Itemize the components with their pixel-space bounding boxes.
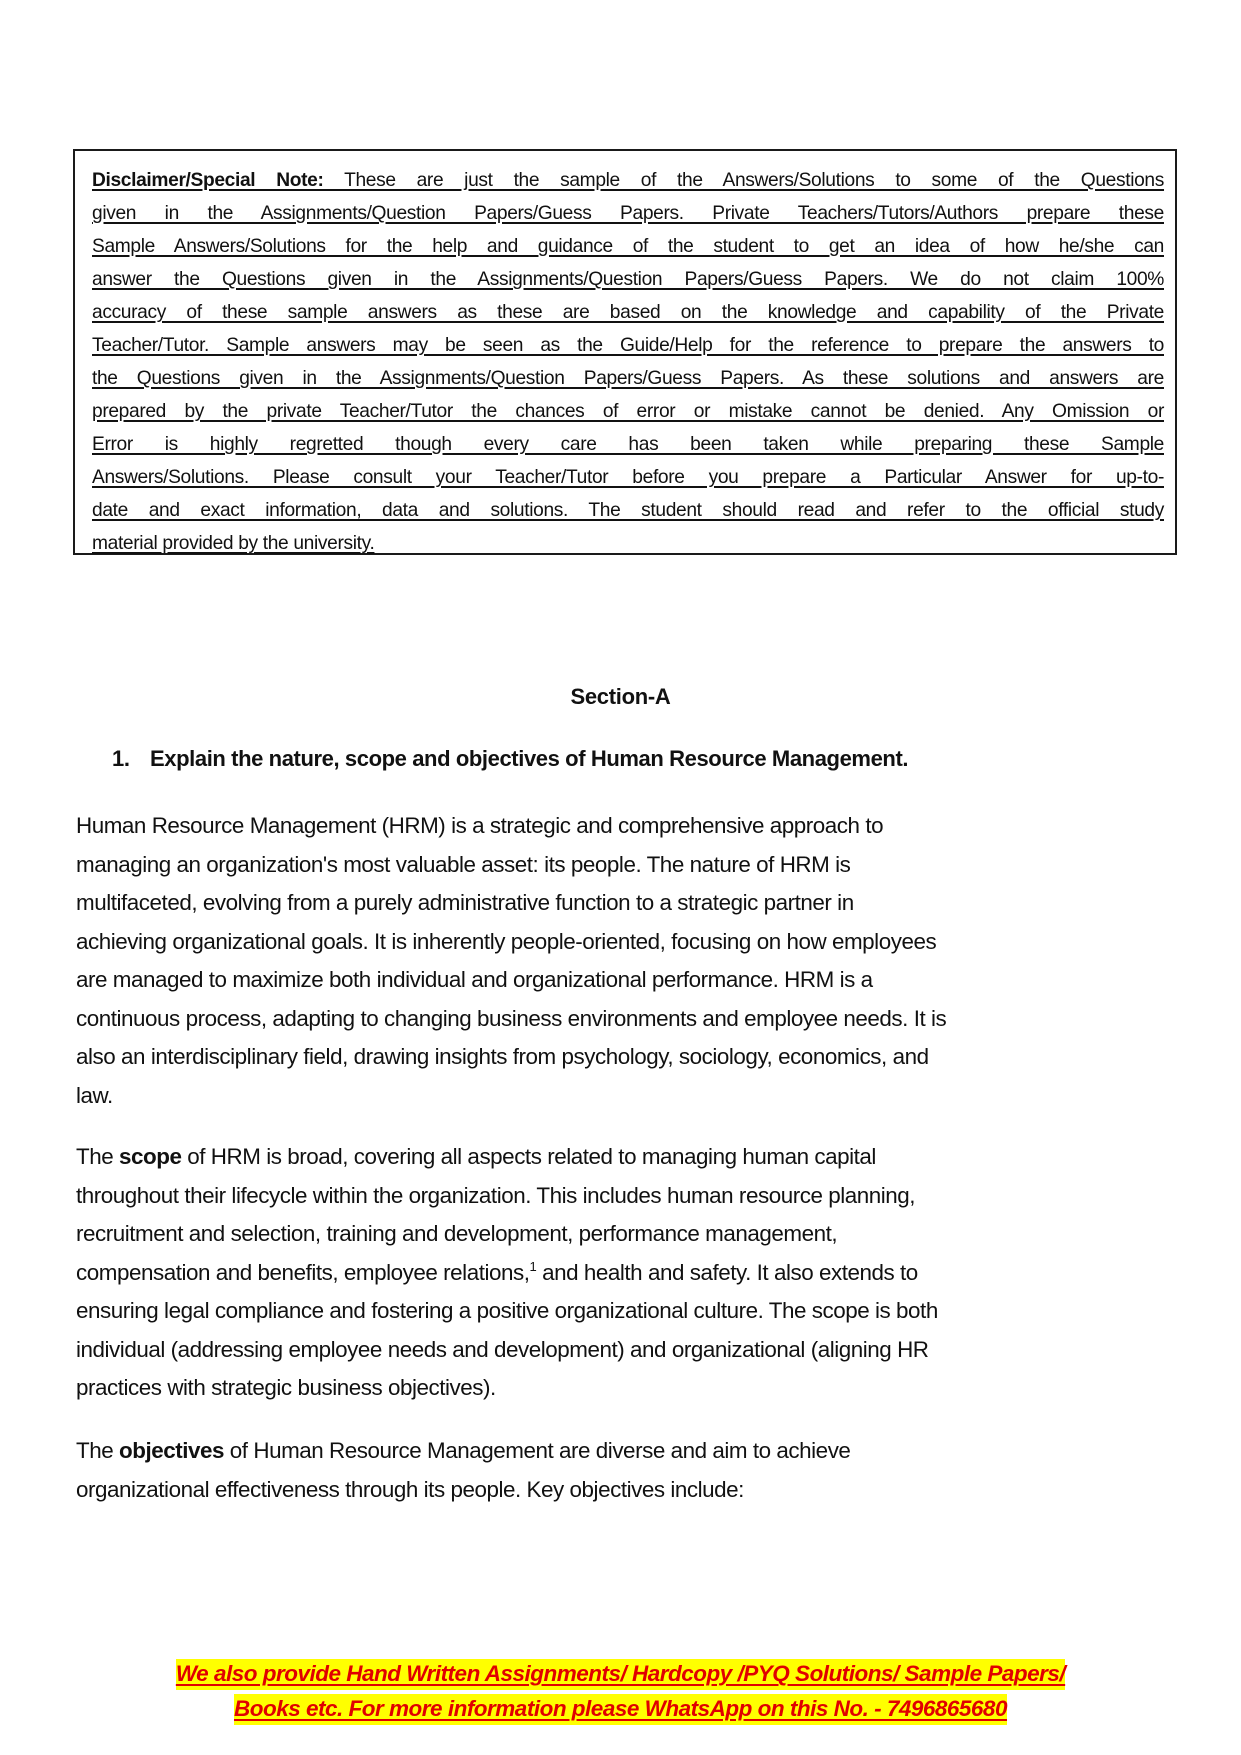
disclaimer-text xyxy=(92,164,1164,560)
disclaimer-line: answer the Questions given in the Assignments/Question Papers/Guess Papers. We do not claim 100% xyxy=(92,269,1164,290)
paragraph-line: managing an organization's most valuable asset: its people. The nature of HRM is xyxy=(76,851,851,877)
question-number: 1. xyxy=(112,746,130,771)
keyword-scope: scope xyxy=(119,1144,182,1169)
question-heading xyxy=(112,746,908,772)
paragraph-line: recruitment and selection, training and development, performance management, xyxy=(76,1221,838,1246)
paragraph-line: also an interdisciplinary field, drawing insights from psychology, sociology, economics, and xyxy=(76,1044,929,1069)
disclaimer-line: Disclaimer/Special Note: These are just the sample of the Answers/Solutions to some of the Questions xyxy=(92,170,1165,191)
keyword-objectives: objectives xyxy=(119,1438,225,1463)
paragraph-line: ensuring legal compliance and fostering a positive organizational culture. The scope is both xyxy=(76,1298,938,1323)
question-text: Explain the nature, scope and objectives of Human Resource Management. xyxy=(150,746,909,771)
disclaimer-line: prepared by the private Teacher/Tutor the chances of error or mistake cannot be denied. Any Omission or xyxy=(92,401,1164,422)
paragraph-line: The scope of HRM is broad, covering all aspects related to managing human capital xyxy=(76,1144,876,1169)
paragraph-line: multifaceted, evolving from a purely administrative function to a strategic partner in xyxy=(76,890,854,915)
answer-paragraph-scope xyxy=(76,1138,1176,1408)
disclaimer-line: Teacher/Tutor. Sample answers may be seen as the Guide/Help for the reference to prepare the answers to xyxy=(92,335,1164,356)
paragraph-line: law. xyxy=(76,1082,113,1108)
disclaimer-line: Error is highly regretted though every care has been taken while preparing these Sample xyxy=(92,434,1164,455)
paragraph-line: Human Resource Management (HRM) is a strategic and comprehensive approach to xyxy=(76,813,884,838)
disclaimer-box xyxy=(73,149,1177,555)
promo-footer xyxy=(0,1656,1241,1726)
paragraph-line: compensation and benefits, employee relations,$^1$ and health and safety. It also extends to xyxy=(76,1258,918,1285)
section-title: Section-A xyxy=(570,684,671,709)
answer-paragraph-nature xyxy=(76,807,1176,1115)
disclaimer-line: Sample Answers/Solutions for the help and guidance of the student to get an idea of how he/she can xyxy=(92,236,1164,257)
disclaimer-line: Answers/Solutions. Please consult your Teacher/Tutor before you prepare a Particular Answer for up-to- xyxy=(92,467,1164,488)
paragraph-line: practices with strategic business objectives). xyxy=(76,1375,496,1400)
paragraph-line: throughout their lifecycle within the organization. This includes human resource planning, xyxy=(76,1182,916,1208)
promo-line-2: Books etc. For more information please WhatsApp on this No. - 7496865680 xyxy=(234,1694,1007,1725)
disclaimer-line: given in the Assignments/Question Papers/Guess Papers. Private Teachers/Tutors/Authors prepare these xyxy=(92,203,1164,224)
paragraph-line: The objectives of Human Resource Management are diverse and aim to achieve xyxy=(76,1438,851,1463)
answer-paragraph-objectives xyxy=(76,1432,1176,1509)
paragraph-line: continuous process, adapting to changing business environments and employee needs. It is xyxy=(76,1005,947,1031)
disclaimer-line: the Questions given in the Assignments/Question Papers/Guess Papers. As these solutions and answers are xyxy=(92,368,1164,389)
paragraph-line: achieving organizational goals. It is inherently people-oriented, focusing on how employees xyxy=(76,928,937,954)
footnote-reference: 1 xyxy=(529,1258,537,1274)
disclaimer-label: Disclaimer/Special Note: xyxy=(92,170,324,191)
paragraph-line: organizational effectiveness through its people. Key objectives include: xyxy=(76,1476,744,1502)
promo-line-1: We also provide Hand Written Assignments/ Hardcopy /PYQ Solutions/ Sample Papers/ xyxy=(176,1659,1065,1690)
disclaimer-line: date and exact information, data and solutions. The student should read and refer to the official study xyxy=(92,500,1164,521)
disclaimer-line: material provided by the university. xyxy=(92,533,375,554)
paragraph-line: individual (addressing employee needs and development) and organizational (aligning HR xyxy=(76,1336,929,1362)
disclaimer-line: accuracy of these sample answers as these are based on the knowledge and capability of the Private xyxy=(92,302,1164,323)
paragraph-line: are managed to maximize both individual and organizational performance. HRM is a xyxy=(76,967,873,992)
